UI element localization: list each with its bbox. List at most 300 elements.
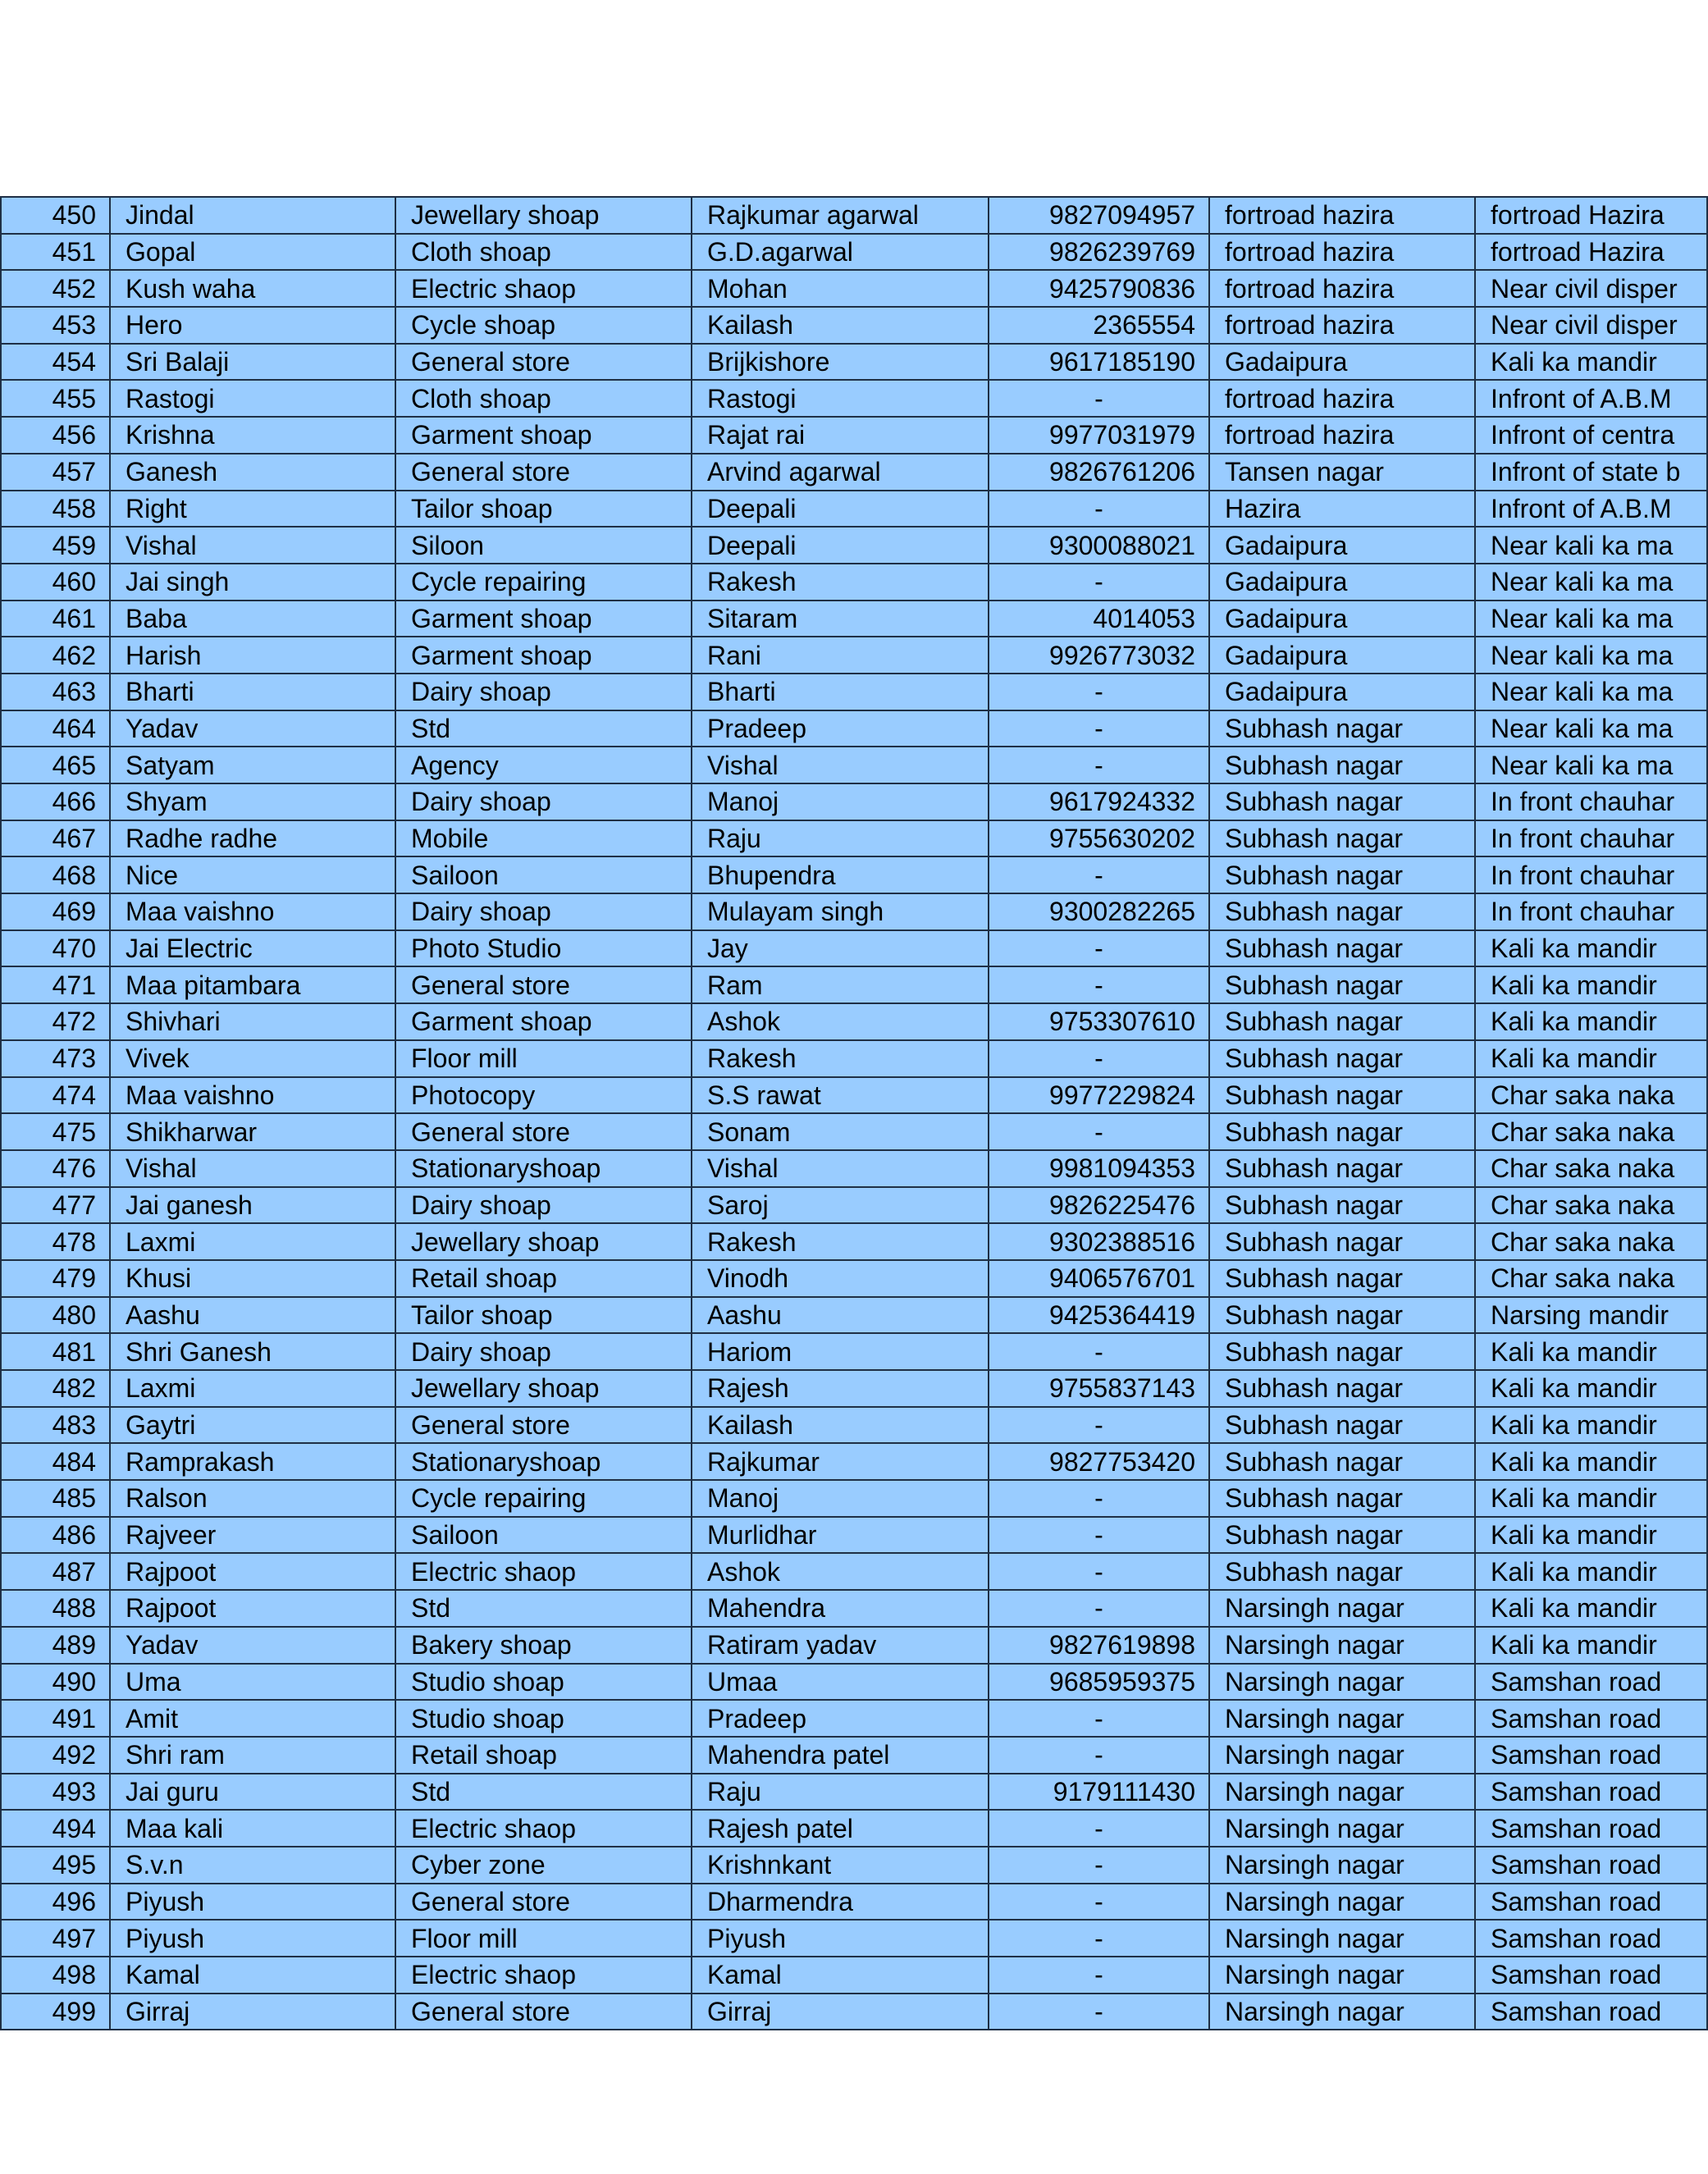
shop-type-cell[interactable]: Dairy shoap [395,1187,692,1224]
phone-cell[interactable]: - [989,747,1209,783]
serial-cell[interactable]: 473 [1,1040,110,1077]
landmark-cell[interactable]: In front chauhar [1475,893,1707,930]
phone-cell[interactable]: - [989,710,1209,747]
owner-cell[interactable]: Vinodh [692,1260,989,1297]
serial-cell[interactable]: 450 [1,197,110,234]
landmark-cell[interactable]: Kali ka mandir [1475,1370,1707,1407]
shop-type-cell[interactable]: Std [395,710,692,747]
landmark-cell[interactable]: Kali ka mandir [1475,1553,1707,1590]
owner-cell[interactable]: Rajkumar [692,1443,989,1480]
shop-name-cell[interactable]: Maa vaishno [110,1077,395,1114]
owner-cell[interactable]: Rakesh [692,564,989,601]
landmark-cell[interactable]: Samshan road [1475,1847,1707,1884]
serial-cell[interactable]: 479 [1,1260,110,1297]
owner-cell[interactable]: Rastogi [692,380,989,417]
area-cell[interactable]: Subhash nagar [1209,930,1475,967]
landmark-cell[interactable]: In front chauhar [1475,820,1707,857]
phone-cell[interactable]: 9827753420 [989,1443,1209,1480]
shop-name-cell[interactable]: Piyush [110,1884,395,1921]
phone-cell[interactable]: 9179111430 [989,1774,1209,1811]
owner-cell[interactable]: Murlidhar [692,1517,989,1554]
serial-cell[interactable]: 477 [1,1187,110,1224]
area-cell[interactable]: Subhash nagar [1209,1003,1475,1040]
owner-cell[interactable]: Vishal [692,1150,989,1187]
area-cell[interactable]: Narsingh nagar [1209,1810,1475,1847]
shop-type-cell[interactable]: Bakery shoap [395,1627,692,1664]
landmark-cell[interactable]: Char saka naka [1475,1113,1707,1150]
area-cell[interactable]: Gadaipura [1209,564,1475,601]
landmark-cell[interactable]: Char saka naka [1475,1077,1707,1114]
landmark-cell[interactable]: Near kali ka ma [1475,674,1707,710]
shop-name-cell[interactable]: Right [110,491,395,528]
landmark-cell[interactable]: Infront of centra [1475,417,1707,454]
landmark-cell[interactable]: Samshan road [1475,1737,1707,1774]
area-cell[interactable]: fortroad hazira [1209,417,1475,454]
area-cell[interactable]: fortroad hazira [1209,197,1475,234]
serial-cell[interactable]: 489 [1,1627,110,1664]
shop-name-cell[interactable]: Rastogi [110,380,395,417]
phone-cell[interactable]: 9926773032 [989,637,1209,674]
shop-type-cell[interactable]: Dairy shoap [395,1333,692,1370]
area-cell[interactable]: Subhash nagar [1209,783,1475,820]
shop-name-cell[interactable]: Maa kali [110,1810,395,1847]
owner-cell[interactable]: G.D.agarwal [692,234,989,271]
area-cell[interactable]: Gadaipura [1209,601,1475,637]
shop-name-cell[interactable]: Sri Balaji [110,344,395,381]
shop-type-cell[interactable]: General store [395,1113,692,1150]
shop-type-cell[interactable]: Sailoon [395,1517,692,1554]
shop-type-cell[interactable]: Sailoon [395,856,692,893]
owner-cell[interactable]: Rajat rai [692,417,989,454]
serial-cell[interactable]: 483 [1,1407,110,1444]
owner-cell[interactable]: Rajesh patel [692,1810,989,1847]
phone-cell[interactable]: 9755630202 [989,820,1209,857]
owner-cell[interactable]: Rakesh [692,1223,989,1260]
serial-cell[interactable]: 462 [1,637,110,674]
area-cell[interactable]: Subhash nagar [1209,1370,1475,1407]
serial-cell[interactable]: 494 [1,1810,110,1847]
serial-cell[interactable]: 456 [1,417,110,454]
owner-cell[interactable]: Brijkishore [692,344,989,381]
owner-cell[interactable]: Ashok [692,1553,989,1590]
shop-type-cell[interactable]: Garment shoap [395,601,692,637]
phone-cell[interactable]: 9826761206 [989,454,1209,491]
area-cell[interactable]: Subhash nagar [1209,820,1475,857]
shop-type-cell[interactable]: Tailor shoap [395,1297,692,1334]
serial-cell[interactable]: 497 [1,1920,110,1957]
phone-cell[interactable]: - [989,1040,1209,1077]
owner-cell[interactable]: Mahendra [692,1590,989,1627]
serial-cell[interactable]: 455 [1,380,110,417]
shop-name-cell[interactable]: Laxmi [110,1370,395,1407]
landmark-cell[interactable]: Samshan road [1475,1884,1707,1921]
landmark-cell[interactable]: Infront of A.B.M [1475,491,1707,528]
shop-name-cell[interactable]: Ramprakash [110,1443,395,1480]
landmark-cell[interactable]: Kali ka mandir [1475,1003,1707,1040]
serial-cell[interactable]: 467 [1,820,110,857]
area-cell[interactable]: Subhash nagar [1209,1553,1475,1590]
landmark-cell[interactable]: Char saka naka [1475,1223,1707,1260]
phone-cell[interactable]: - [989,1810,1209,1847]
shop-name-cell[interactable]: Krishna [110,417,395,454]
shop-name-cell[interactable]: Jai ganesh [110,1187,395,1224]
shop-type-cell[interactable]: General store [395,966,692,1003]
shop-name-cell[interactable]: Ralson [110,1480,395,1517]
shop-name-cell[interactable]: Harish [110,637,395,674]
shop-name-cell[interactable]: Vishal [110,527,395,564]
shop-name-cell[interactable]: Jai guru [110,1774,395,1811]
shop-name-cell[interactable]: Maa vaishno [110,893,395,930]
landmark-cell[interactable]: Samshan road [1475,1920,1707,1957]
shop-name-cell[interactable]: Girraj [110,1994,395,2030]
shop-type-cell[interactable]: Electric shaop [395,1553,692,1590]
serial-cell[interactable]: 466 [1,783,110,820]
owner-cell[interactable]: Jay [692,930,989,967]
area-cell[interactable]: Subhash nagar [1209,1297,1475,1334]
area-cell[interactable]: Gadaipura [1209,674,1475,710]
shop-type-cell[interactable]: General store [395,454,692,491]
area-cell[interactable]: Subhash nagar [1209,1260,1475,1297]
phone-cell[interactable]: - [989,1480,1209,1517]
owner-cell[interactable]: Ram [692,966,989,1003]
phone-cell[interactable]: 9617924332 [989,783,1209,820]
shop-type-cell[interactable]: Garment shoap [395,1003,692,1040]
owner-cell[interactable]: Krishnkant [692,1847,989,1884]
shop-type-cell[interactable]: Agency [395,747,692,783]
shop-name-cell[interactable]: Jindal [110,197,395,234]
shop-name-cell[interactable]: Hero [110,307,395,344]
phone-cell[interactable]: - [989,380,1209,417]
landmark-cell[interactable]: Samshan road [1475,1774,1707,1811]
shop-type-cell[interactable]: Cloth shoap [395,234,692,271]
shop-name-cell[interactable]: Shri Ganesh [110,1333,395,1370]
shop-name-cell[interactable]: Gaytri [110,1407,395,1444]
serial-cell[interactable]: 454 [1,344,110,381]
area-cell[interactable]: Narsingh nagar [1209,1994,1475,2030]
shop-type-cell[interactable]: Dairy shoap [395,893,692,930]
phone-cell[interactable]: - [989,1957,1209,1994]
shop-name-cell[interactable]: Maa pitambara [110,966,395,1003]
serial-cell[interactable]: 451 [1,234,110,271]
landmark-cell[interactable]: Char saka naka [1475,1187,1707,1224]
area-cell[interactable]: Gadaipura [1209,637,1475,674]
owner-cell[interactable]: Saroj [692,1187,989,1224]
serial-cell[interactable]: 480 [1,1297,110,1334]
shop-type-cell[interactable]: Electric shaop [395,1957,692,1994]
serial-cell[interactable]: 465 [1,747,110,783]
serial-cell[interactable]: 452 [1,270,110,307]
area-cell[interactable]: fortroad hazira [1209,234,1475,271]
shop-type-cell[interactable]: Jewellary shoap [395,1223,692,1260]
shop-name-cell[interactable]: Satyam [110,747,395,783]
owner-cell[interactable]: Raju [692,820,989,857]
shop-type-cell[interactable]: General store [395,344,692,381]
shop-name-cell[interactable]: Shri ram [110,1737,395,1774]
serial-cell[interactable]: 496 [1,1884,110,1921]
shop-type-cell[interactable]: Jewellary shoap [395,197,692,234]
landmark-cell[interactable]: Kali ka mandir [1475,344,1707,381]
area-cell[interactable]: Subhash nagar [1209,856,1475,893]
area-cell[interactable]: Narsingh nagar [1209,1627,1475,1664]
area-cell[interactable]: Narsingh nagar [1209,1957,1475,1994]
landmark-cell[interactable]: Samshan road [1475,1700,1707,1737]
shop-name-cell[interactable]: Shivhari [110,1003,395,1040]
shop-name-cell[interactable]: Jai Electric [110,930,395,967]
owner-cell[interactable]: Ashok [692,1003,989,1040]
shop-type-cell[interactable]: Dairy shoap [395,783,692,820]
owner-cell[interactable]: Manoj [692,1480,989,1517]
area-cell[interactable]: Hazira [1209,491,1475,528]
area-cell[interactable]: Subhash nagar [1209,1223,1475,1260]
phone-cell[interactable]: 9827094957 [989,197,1209,234]
serial-cell[interactable]: 469 [1,893,110,930]
phone-cell[interactable]: 9617185190 [989,344,1209,381]
landmark-cell[interactable]: Samshan road [1475,1664,1707,1701]
shop-type-cell[interactable]: Garment shoap [395,417,692,454]
phone-cell[interactable]: - [989,674,1209,710]
landmark-cell[interactable]: Kali ka mandir [1475,966,1707,1003]
owner-cell[interactable]: Hariom [692,1333,989,1370]
owner-cell[interactable]: Sitaram [692,601,989,637]
landmark-cell[interactable]: Kali ka mandir [1475,1407,1707,1444]
area-cell[interactable]: Narsingh nagar [1209,1590,1475,1627]
phone-cell[interactable]: 9827619898 [989,1627,1209,1664]
phone-cell[interactable]: 2365554 [989,307,1209,344]
phone-cell[interactable]: 9300088021 [989,527,1209,564]
phone-cell[interactable]: - [989,1700,1209,1737]
serial-cell[interactable]: 475 [1,1113,110,1150]
serial-cell[interactable]: 492 [1,1737,110,1774]
serial-cell[interactable]: 495 [1,1847,110,1884]
landmark-cell[interactable]: In front chauhar [1475,856,1707,893]
landmark-cell[interactable]: In front chauhar [1475,783,1707,820]
shop-name-cell[interactable]: Yadav [110,1627,395,1664]
landmark-cell[interactable]: Samshan road [1475,1957,1707,1994]
shop-type-cell[interactable]: Photo Studio [395,930,692,967]
landmark-cell[interactable]: Infront of state b [1475,454,1707,491]
shop-name-cell[interactable]: Khusi [110,1260,395,1297]
shop-type-cell[interactable]: Retail shoap [395,1737,692,1774]
shop-type-cell[interactable]: General store [395,1407,692,1444]
phone-cell[interactable]: - [989,930,1209,967]
serial-cell[interactable]: 457 [1,454,110,491]
phone-cell[interactable]: - [989,1407,1209,1444]
landmark-cell[interactable]: Kali ka mandir [1475,930,1707,967]
area-cell[interactable]: Subhash nagar [1209,893,1475,930]
owner-cell[interactable]: Bhupendra [692,856,989,893]
serial-cell[interactable]: 476 [1,1150,110,1187]
landmark-cell[interactable]: Near kali ka ma [1475,710,1707,747]
shop-name-cell[interactable]: Radhe radhe [110,820,395,857]
shop-name-cell[interactable]: Gopal [110,234,395,271]
shop-name-cell[interactable]: Laxmi [110,1223,395,1260]
area-cell[interactable]: Narsingh nagar [1209,1847,1475,1884]
owner-cell[interactable]: Kailash [692,307,989,344]
landmark-cell[interactable]: Kali ka mandir [1475,1480,1707,1517]
shop-name-cell[interactable]: Rajpoot [110,1553,395,1590]
owner-cell[interactable]: Kailash [692,1407,989,1444]
phone-cell[interactable]: 4014053 [989,601,1209,637]
phone-cell[interactable]: - [989,1113,1209,1150]
landmark-cell[interactable]: Kali ka mandir [1475,1590,1707,1627]
owner-cell[interactable]: Sonam [692,1113,989,1150]
owner-cell[interactable]: Dharmendra [692,1884,989,1921]
area-cell[interactable]: Subhash nagar [1209,1407,1475,1444]
phone-cell[interactable]: 9755837143 [989,1370,1209,1407]
area-cell[interactable]: Subhash nagar [1209,1113,1475,1150]
serial-cell[interactable]: 459 [1,527,110,564]
serial-cell[interactable]: 471 [1,966,110,1003]
serial-cell[interactable]: 470 [1,930,110,967]
serial-cell[interactable]: 472 [1,1003,110,1040]
shop-name-cell[interactable]: S.v.n [110,1847,395,1884]
serial-cell[interactable]: 468 [1,856,110,893]
owner-cell[interactable]: Kamal [692,1957,989,1994]
area-cell[interactable]: Subhash nagar [1209,1040,1475,1077]
area-cell[interactable]: Gadaipura [1209,344,1475,381]
owner-cell[interactable]: Bharti [692,674,989,710]
shop-type-cell[interactable]: Studio shoap [395,1700,692,1737]
area-cell[interactable]: Subhash nagar [1209,1480,1475,1517]
phone-cell[interactable]: - [989,1553,1209,1590]
area-cell[interactable]: Subhash nagar [1209,1443,1475,1480]
landmark-cell[interactable]: Kali ka mandir [1475,1517,1707,1554]
serial-cell[interactable]: 481 [1,1333,110,1370]
owner-cell[interactable]: Deepali [692,527,989,564]
phone-cell[interactable]: 9302388516 [989,1223,1209,1260]
serial-cell[interactable]: 499 [1,1994,110,2030]
area-cell[interactable]: Narsingh nagar [1209,1700,1475,1737]
shop-name-cell[interactable]: Yadav [110,710,395,747]
owner-cell[interactable]: Pradeep [692,1700,989,1737]
area-cell[interactable]: Tansen nagar [1209,454,1475,491]
owner-cell[interactable]: Mahendra patel [692,1737,989,1774]
shop-name-cell[interactable]: Ganesh [110,454,395,491]
shop-name-cell[interactable]: Shikharwar [110,1113,395,1150]
shop-type-cell[interactable]: Cloth shoap [395,380,692,417]
owner-cell[interactable]: Umaa [692,1664,989,1701]
shop-type-cell[interactable]: Cycle repairing [395,564,692,601]
shop-name-cell[interactable]: Jai singh [110,564,395,601]
serial-cell[interactable]: 482 [1,1370,110,1407]
landmark-cell[interactable]: fortroad Hazira [1475,197,1707,234]
shop-type-cell[interactable]: Floor mill [395,1040,692,1077]
phone-cell[interactable]: - [989,1333,1209,1370]
owner-cell[interactable]: S.S rawat [692,1077,989,1114]
shop-type-cell[interactable]: Cycle shoap [395,307,692,344]
shop-type-cell[interactable]: Stationaryshoap [395,1443,692,1480]
area-cell[interactable]: Narsingh nagar [1209,1664,1475,1701]
landmark-cell[interactable]: Infront of A.B.M [1475,380,1707,417]
landmark-cell[interactable]: Kali ka mandir [1475,1443,1707,1480]
area-cell[interactable]: Subhash nagar [1209,966,1475,1003]
phone-cell[interactable]: 9977031979 [989,417,1209,454]
landmark-cell[interactable]: Samshan road [1475,1994,1707,2030]
phone-cell[interactable]: 9753307610 [989,1003,1209,1040]
phone-cell[interactable]: 9685959375 [989,1664,1209,1701]
serial-cell[interactable]: 474 [1,1077,110,1114]
shop-name-cell[interactable]: Bharti [110,674,395,710]
shop-type-cell[interactable]: General store [395,1884,692,1921]
serial-cell[interactable]: 484 [1,1443,110,1480]
shop-type-cell[interactable]: Std [395,1774,692,1811]
landmark-cell[interactable]: Near civil disper [1475,270,1707,307]
area-cell[interactable]: Narsingh nagar [1209,1774,1475,1811]
serial-cell[interactable]: 498 [1,1957,110,1994]
shop-type-cell[interactable]: Retail shoap [395,1260,692,1297]
serial-cell[interactable]: 464 [1,710,110,747]
shop-name-cell[interactable]: Vishal [110,1150,395,1187]
area-cell[interactable]: Narsingh nagar [1209,1884,1475,1921]
shop-type-cell[interactable]: Cycle repairing [395,1480,692,1517]
shop-type-cell[interactable]: Floor mill [395,1920,692,1957]
phone-cell[interactable]: 9300282265 [989,893,1209,930]
area-cell[interactable]: Subhash nagar [1209,1517,1475,1554]
area-cell[interactable]: Gadaipura [1209,527,1475,564]
landmark-cell[interactable]: Near kali ka ma [1475,747,1707,783]
shop-type-cell[interactable]: Jewellary shoap [395,1370,692,1407]
phone-cell[interactable]: 9406576701 [989,1260,1209,1297]
area-cell[interactable]: Narsingh nagar [1209,1920,1475,1957]
owner-cell[interactable]: Arvind agarwal [692,454,989,491]
landmark-cell[interactable]: Kali ka mandir [1475,1040,1707,1077]
serial-cell[interactable]: 485 [1,1480,110,1517]
phone-cell[interactable]: - [989,1920,1209,1957]
owner-cell[interactable]: Raju [692,1774,989,1811]
owner-cell[interactable]: Manoj [692,783,989,820]
landmark-cell[interactable]: Near civil disper [1475,307,1707,344]
shop-type-cell[interactable]: Electric shaop [395,1810,692,1847]
shop-name-cell[interactable]: Kamal [110,1957,395,1994]
area-cell[interactable]: fortroad hazira [1209,380,1475,417]
shop-name-cell[interactable]: Uma [110,1664,395,1701]
shop-type-cell[interactable]: Cyber zone [395,1847,692,1884]
phone-cell[interactable]: - [989,1884,1209,1921]
area-cell[interactable]: Subhash nagar [1209,1333,1475,1370]
phone-cell[interactable]: 9425790836 [989,270,1209,307]
owner-cell[interactable]: Piyush [692,1920,989,1957]
serial-cell[interactable]: 453 [1,307,110,344]
serial-cell[interactable]: 486 [1,1517,110,1554]
owner-cell[interactable]: Mohan [692,270,989,307]
phone-cell[interactable]: - [989,966,1209,1003]
phone-cell[interactable]: 9826225476 [989,1187,1209,1224]
landmark-cell[interactable]: Near kali ka ma [1475,527,1707,564]
serial-cell[interactable]: 478 [1,1223,110,1260]
shop-name-cell[interactable]: Kush waha [110,270,395,307]
landmark-cell[interactable]: Narsing mandir [1475,1297,1707,1334]
serial-cell[interactable]: 463 [1,674,110,710]
area-cell[interactable]: Subhash nagar [1209,1150,1475,1187]
phone-cell[interactable]: - [989,491,1209,528]
serial-cell[interactable]: 487 [1,1553,110,1590]
area-cell[interactable]: fortroad hazira [1209,270,1475,307]
phone-cell[interactable]: - [989,1517,1209,1554]
shop-name-cell[interactable]: Baba [110,601,395,637]
shop-name-cell[interactable]: Nice [110,856,395,893]
owner-cell[interactable]: Pradeep [692,710,989,747]
landmark-cell[interactable]: Samshan road [1475,1810,1707,1847]
shop-name-cell[interactable]: Piyush [110,1920,395,1957]
shop-type-cell[interactable]: General store [395,1994,692,2030]
shop-type-cell[interactable]: Siloon [395,527,692,564]
serial-cell[interactable]: 460 [1,564,110,601]
owner-cell[interactable]: Rakesh [692,1040,989,1077]
area-cell[interactable]: Narsingh nagar [1209,1737,1475,1774]
landmark-cell[interactable]: Char saka naka [1475,1150,1707,1187]
landmark-cell[interactable]: Near kali ka ma [1475,637,1707,674]
landmark-cell[interactable]: Near kali ka ma [1475,601,1707,637]
